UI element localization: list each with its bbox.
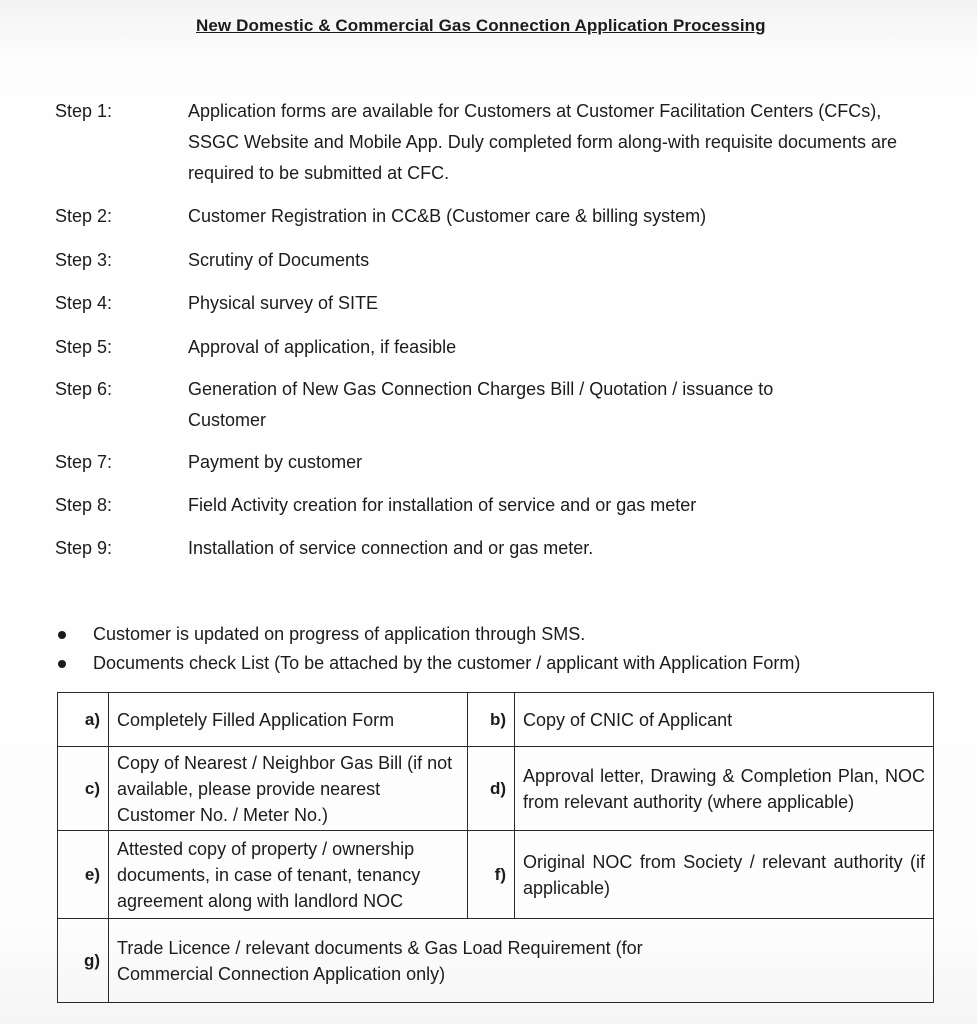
bullet-text: Documents check List (To be attached by the customer / applicant with Application Form) <box>93 653 801 673</box>
bullet-text: Customer is updated on progress of application through SMS. <box>93 624 586 644</box>
step-text: Scrutiny of Documents <box>188 250 370 270</box>
step-label: Step 5: <box>55 337 113 357</box>
item-text-g: Trade Licence / relevant documents & Gas Load Requirement (for Commercial Connection Application only) <box>109 919 934 1003</box>
item-letter-g: g) <box>58 919 109 1003</box>
step-label: Step 7: <box>55 452 113 472</box>
step-label: Step 1: <box>55 101 113 121</box>
bullet-icon <box>58 631 66 639</box>
step-text: Payment by customer <box>188 452 363 472</box>
bullet-item <box>58 649 800 678</box>
step-2 <box>55 201 928 232</box>
item-text-f: Original NOC from Society / relevant authority (if applicable) <box>515 831 934 919</box>
step-text: Application forms are available for Customers at Customer Facilitation Centers (CFCs), SSGC Website and Mobile App. Duly completed form along-with requisite documents are required to be submitted at CFC. <box>188 101 898 183</box>
step-label: Step 3: <box>55 250 113 270</box>
item-text-c: Copy of Nearest / Neighbor Gas Bill (if not available, please provide nearest Customer No. / Meter No.) <box>109 747 468 831</box>
step-7 <box>55 447 928 478</box>
step-label: Step 9: <box>55 538 113 558</box>
table-row <box>58 919 934 1003</box>
step-label: Step 6: <box>55 379 113 399</box>
table-row <box>58 693 934 747</box>
step-9 <box>55 533 928 564</box>
item-letter-e: e) <box>58 831 109 919</box>
step-text: Physical survey of SITE <box>188 293 379 313</box>
step-8 <box>55 490 928 521</box>
item-text-e: Attested copy of property / ownership documents, in case of tenant, tenancy agreement along with landlord NOC <box>109 831 468 919</box>
step-text: Approval of application, if feasible <box>188 337 457 357</box>
step-6 <box>55 374 848 436</box>
step-label: Step 4: <box>55 293 113 313</box>
step-text: Customer Registration in CC&B (Customer care & billing system) <box>188 206 707 226</box>
step-label: Step 2: <box>55 206 113 226</box>
item-text-a: Completely Filled Application Form <box>109 693 468 747</box>
step-text: Field Activity creation for installation of service and or gas meter <box>188 495 697 515</box>
step-1 <box>55 96 913 189</box>
item-letter-a: a) <box>58 693 109 747</box>
step-4 <box>55 288 928 319</box>
documents-checklist-table <box>57 692 934 1003</box>
table-row <box>58 747 934 831</box>
bullet-list <box>58 620 800 678</box>
table-row <box>58 831 934 919</box>
bullet-item <box>58 620 800 649</box>
step-3 <box>55 245 928 276</box>
item-text-b: Copy of CNIC of Applicant <box>515 693 934 747</box>
item-letter-d: d) <box>468 747 515 831</box>
step-label: Step 8: <box>55 495 113 515</box>
item-text-d: Approval letter, Drawing & Completion Plan, NOC from relevant authority (where applicable) <box>515 747 934 831</box>
item-letter-f: f) <box>468 831 515 919</box>
step-text: Installation of service connection and or gas meter. <box>188 538 594 558</box>
bullet-icon <box>58 660 66 668</box>
step-5 <box>55 332 928 363</box>
item-letter-c: c) <box>58 747 109 831</box>
item-letter-b: b) <box>468 693 515 747</box>
step-text: Generation of New Gas Connection Charges Bill / Quotation / issuance to Customer <box>188 379 774 430</box>
document-title: New Domestic & Commercial Gas Connection Application Processing <box>196 16 766 35</box>
